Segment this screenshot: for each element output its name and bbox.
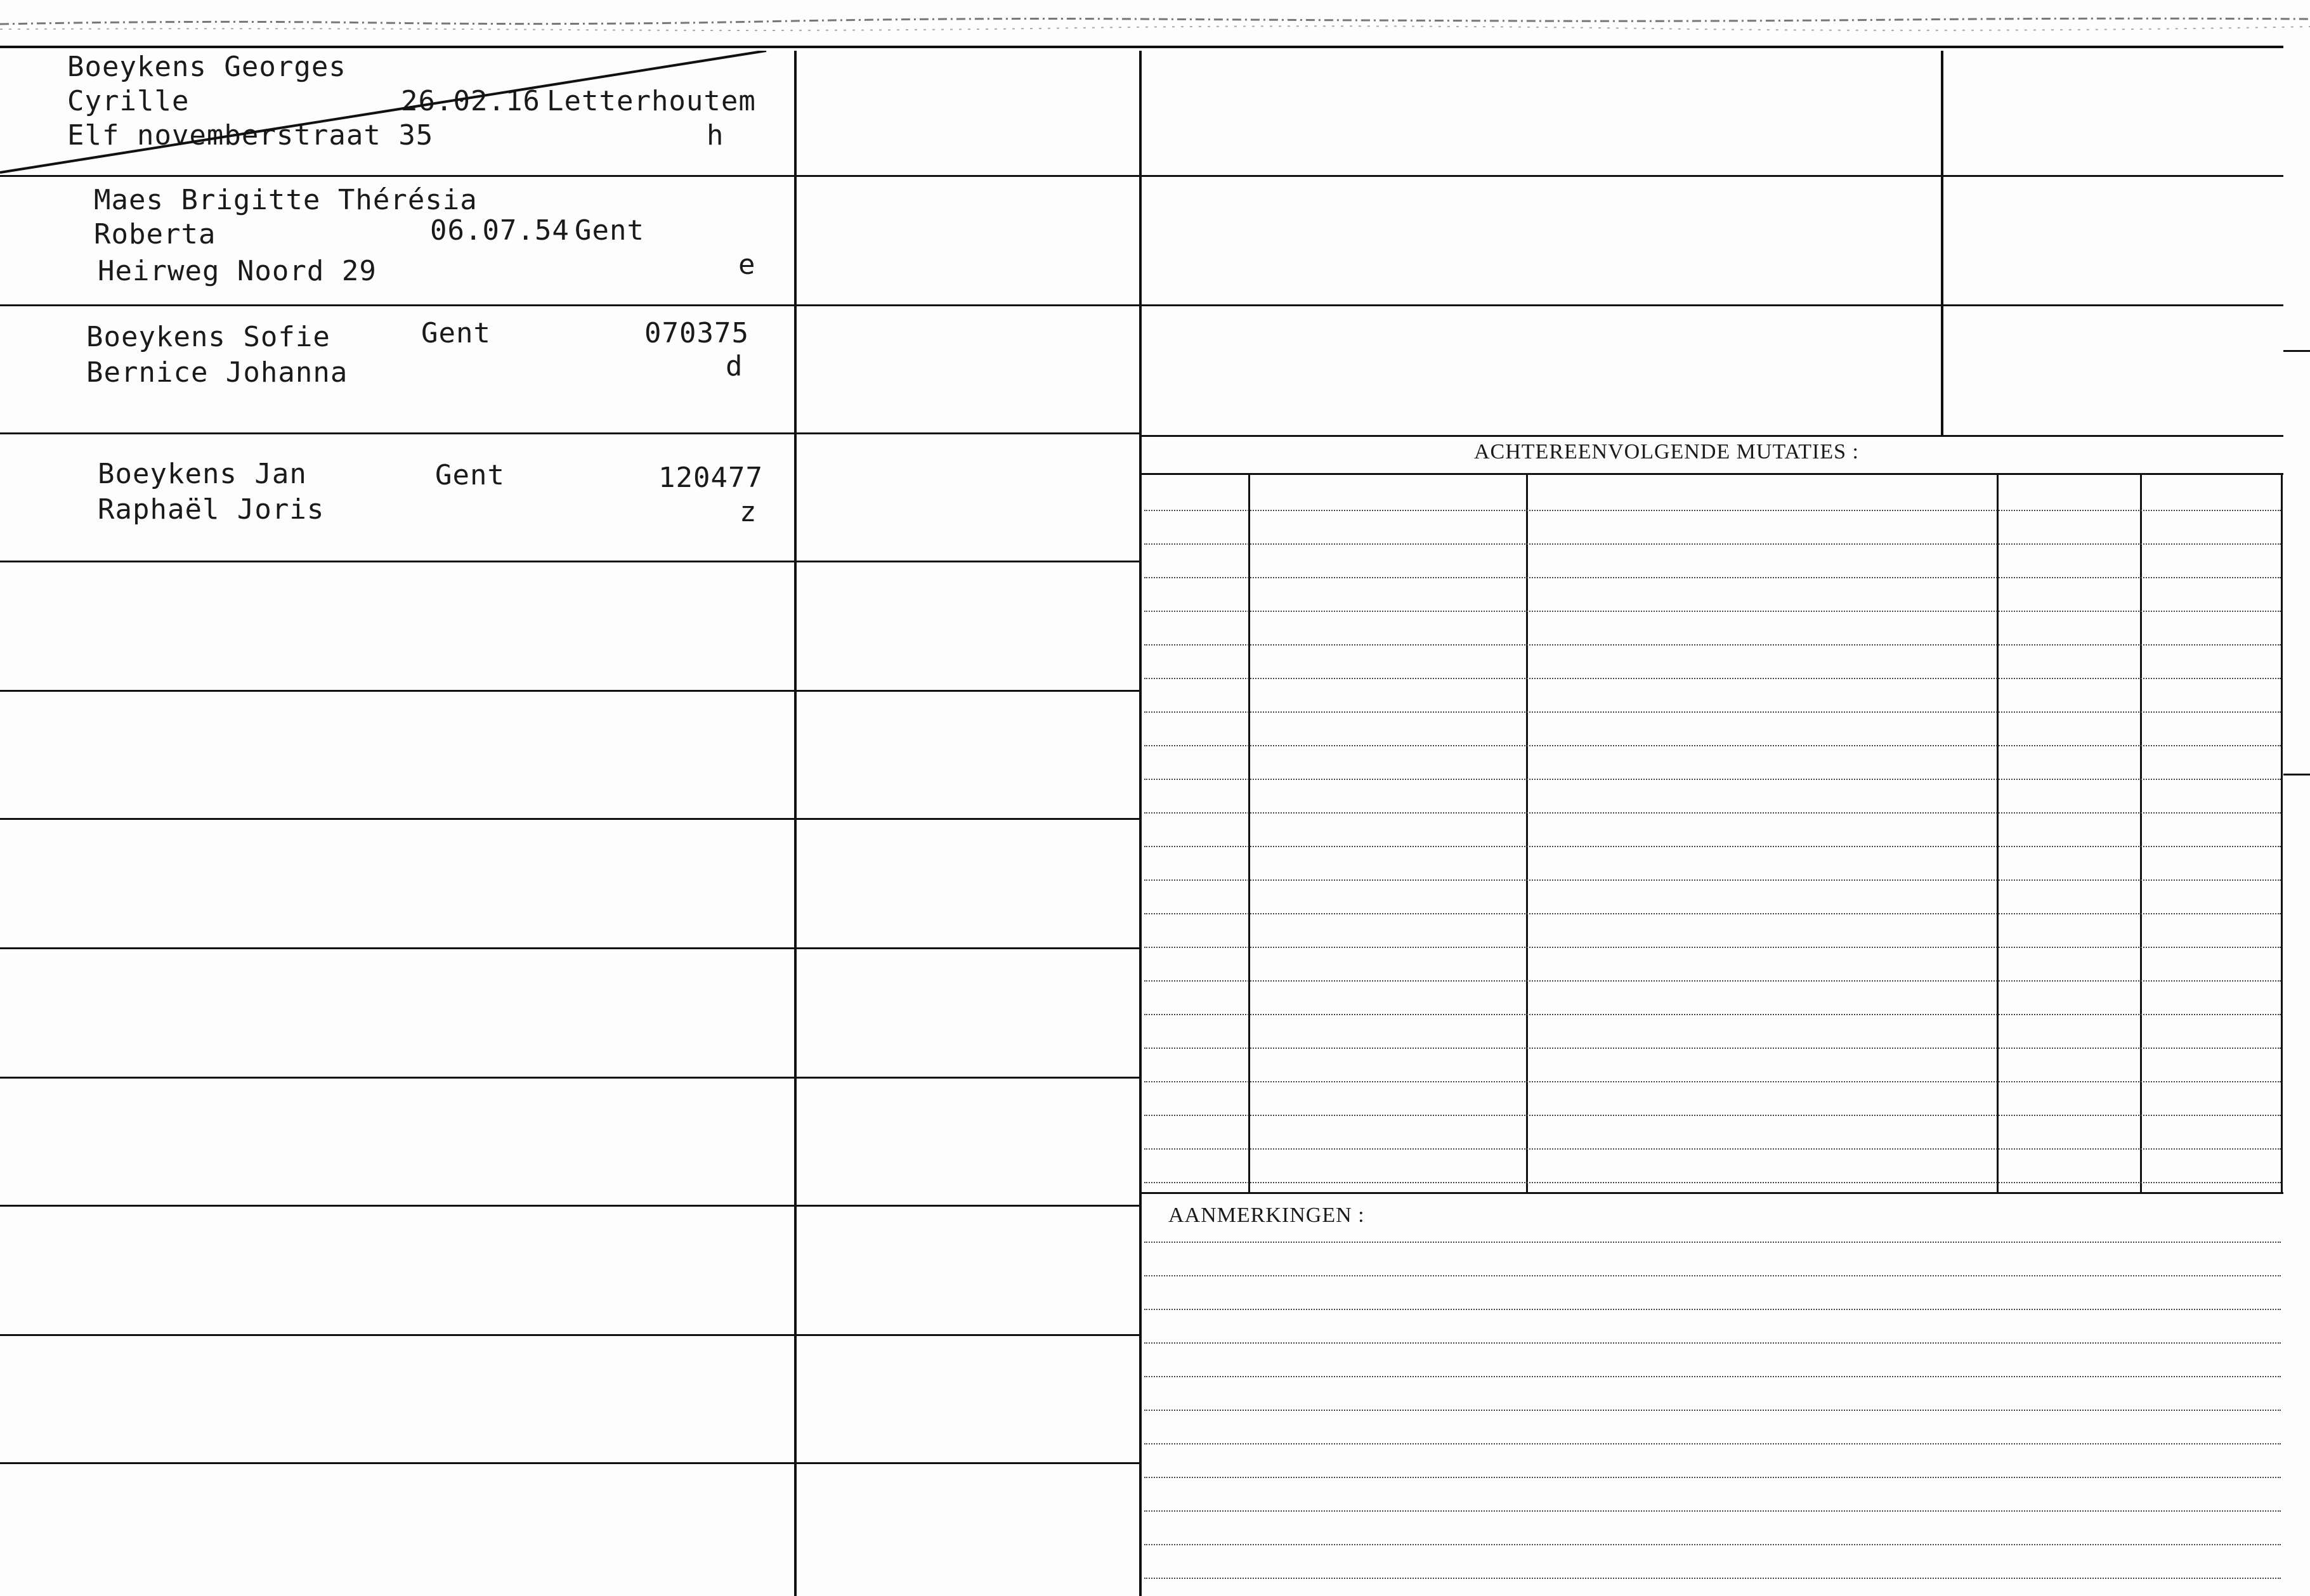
record-code: h <box>707 119 724 152</box>
row-divider <box>0 304 1142 306</box>
mutations-column-divider <box>1248 473 1250 1192</box>
mutations-ruling-line <box>1144 1115 2281 1116</box>
mutations-ruling-line <box>1144 1081 2281 1082</box>
record-name: Maes Brigitte Thérésia <box>94 184 478 216</box>
record-birth-place: Gent <box>435 459 505 491</box>
mutations-ruling-line <box>1144 678 2281 679</box>
record-birth-date: 06.07.54 <box>430 214 570 247</box>
mutations-ruling-line <box>1144 1048 2281 1049</box>
right-row-divider <box>1142 175 2283 177</box>
record-name: Boeykens Georges <box>67 51 346 83</box>
row-divider <box>0 1334 1142 1336</box>
row-divider <box>0 561 1142 562</box>
remarks-ruling-line <box>1144 1578 2281 1579</box>
remarks-ruling-line <box>1144 1376 2281 1377</box>
record-given-names: Bernice Johanna <box>86 356 348 389</box>
record-given-names: Cyrille <box>67 85 190 117</box>
mutations-ruling-line <box>1144 812 2281 814</box>
mutations-ruling-line <box>1144 1148 2281 1150</box>
remarks-heading: AANMERKINGEN : <box>1168 1203 1365 1227</box>
record-address: Elf novemberstraat 35 <box>67 119 434 152</box>
strike-out-line <box>0 51 793 175</box>
mutations-column-divider <box>2281 473 2283 1192</box>
remarks-ruling-line <box>1144 1410 2281 1411</box>
remarks-ruling-line <box>1144 1544 2281 1545</box>
mutations-ruling-line <box>1144 947 2281 948</box>
record-code: z <box>740 496 757 528</box>
record-given-names: Raphaël Joris <box>98 493 325 526</box>
mutations-column-divider <box>1997 473 1999 1192</box>
remarks-ruling-line <box>1144 1309 2281 1310</box>
mutations-ruling-line <box>1144 1182 2281 1183</box>
mutations-ruling-line <box>1144 510 2281 511</box>
mutations-ruling-line <box>1144 1014 2281 1015</box>
record-birth-date: 26.02.16 <box>401 85 540 117</box>
record-2 <box>0 178 793 302</box>
column-divider <box>794 51 797 1596</box>
right-row-divider <box>1142 435 2283 437</box>
record-3 <box>0 307 793 431</box>
mutations-column-divider <box>2140 473 2142 1192</box>
right-column-divider <box>1941 51 1943 435</box>
row-divider <box>0 432 1142 434</box>
record-1 <box>0 51 793 175</box>
remarks-ruling-line <box>1144 1242 2281 1243</box>
mutations-table-top <box>1142 473 2283 475</box>
row-divider <box>0 175 1142 177</box>
mutations-ruling-line <box>1144 611 2281 612</box>
record-birth-date: 120477 <box>658 462 763 494</box>
record-birth-place: Gent <box>575 214 644 247</box>
mutations-ruling-line <box>1144 879 2281 881</box>
record-birth-place: Letterhoutem <box>547 85 756 117</box>
mutations-ruling-line <box>1144 577 2281 578</box>
row-divider <box>0 818 1142 820</box>
record-birth-place: Gent <box>421 317 491 349</box>
margin-tick <box>2283 350 2310 352</box>
remarks-ruling-line <box>1144 1443 2281 1444</box>
record-4 <box>0 435 793 559</box>
mutations-ruling-line <box>1144 980 2281 982</box>
record-address: Heirweg Noord 29 <box>98 255 377 287</box>
margin-tick <box>2283 774 2310 775</box>
remarks-ruling-line <box>1144 1275 2281 1276</box>
row-divider <box>0 1462 1142 1464</box>
remarks-ruling-line <box>1144 1477 2281 1478</box>
mutations-heading: ACHTEREENVOLGENDE MUTATIES : <box>1474 440 1859 464</box>
torn-top-edge <box>0 0 2310 51</box>
remarks-ruling-line <box>1144 1342 2281 1344</box>
row-divider <box>0 947 1142 949</box>
record-code: d <box>726 350 743 382</box>
record-code: e <box>738 249 756 281</box>
row-divider <box>0 690 1142 692</box>
mutations-column-divider <box>1526 473 1528 1192</box>
mutations-ruling-line <box>1144 644 2281 646</box>
row-divider <box>0 1077 1142 1079</box>
record-given-names: Roberta <box>94 218 216 250</box>
mutations-ruling-line <box>1144 846 2281 847</box>
mutations-ruling-line <box>1144 711 2281 713</box>
right-row-divider <box>1142 304 2283 306</box>
record-birth-date: 070375 <box>644 317 749 349</box>
column-divider <box>1139 51 1142 1596</box>
remarks-ruling-line <box>1144 1510 2281 1512</box>
record-name: Boeykens Sofie <box>86 321 330 353</box>
mutations-table-bottom <box>1142 1192 2283 1194</box>
mutations-ruling-line <box>1144 745 2281 746</box>
mutations-ruling-line <box>1144 779 2281 780</box>
record-name: Boeykens Jan <box>98 458 307 490</box>
row-divider <box>0 1205 1142 1207</box>
mutations-ruling-line <box>1144 543 2281 545</box>
top-border <box>0 46 2283 48</box>
mutations-ruling-line <box>1144 913 2281 914</box>
